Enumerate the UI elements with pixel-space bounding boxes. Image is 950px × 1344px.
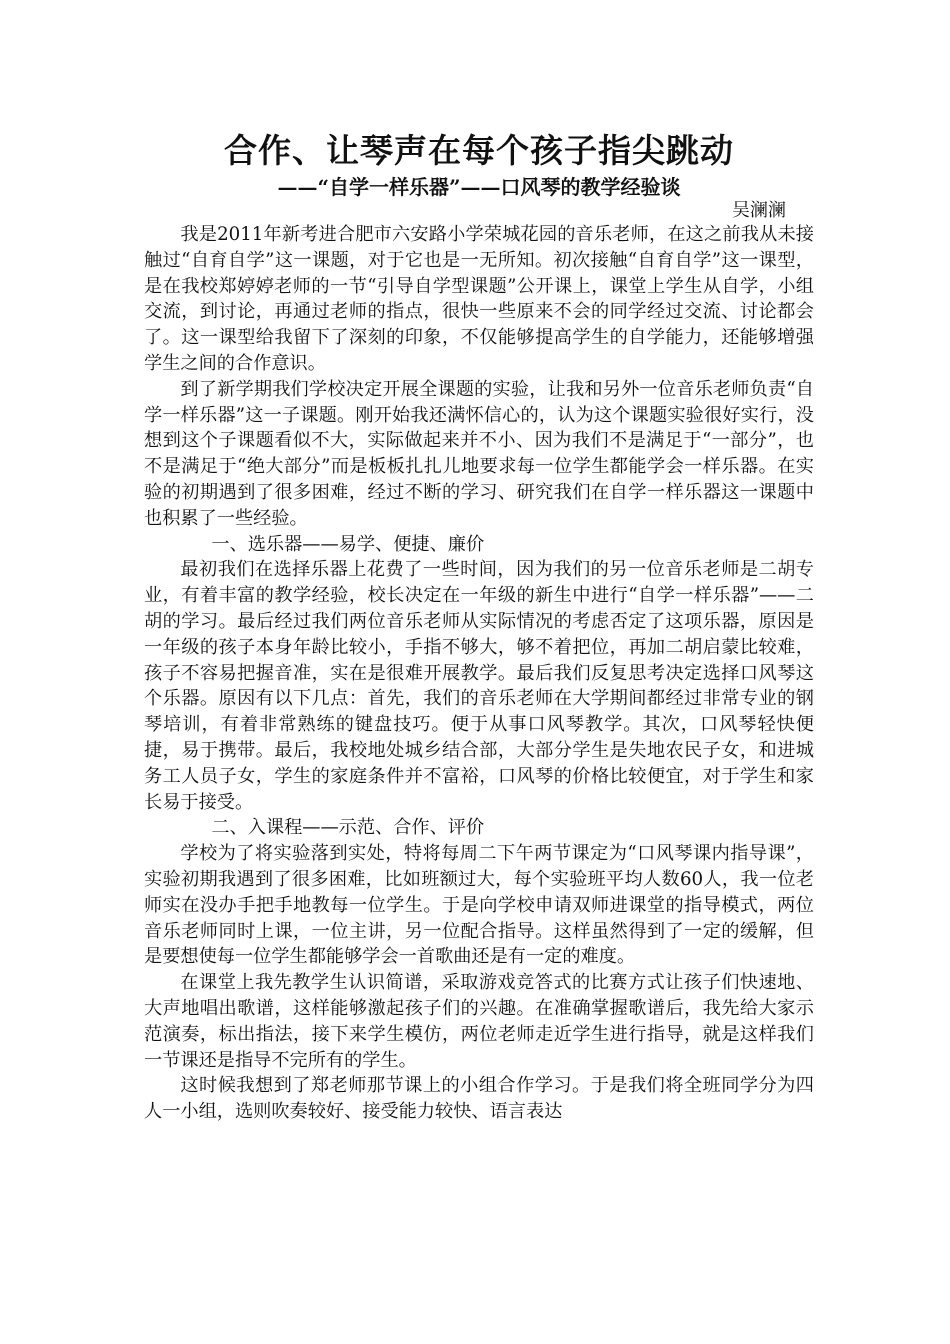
paragraph-implementation: 学校为了将实验落到实处，特将每周二下午两节课定为“口风琴课内指导课”，实验初期我遇到了很多困难，比如班额过大，每个实验班平均人数60人，我一位老师实在没办手把手地教每一位学生。于是向学校申请双师进课堂的指导模式，两位音乐老师同时上课，一位主讲，另一位配合指导。这样虽然得到了一定的缓解，但是要想使每一位学生都能够学会一首歌曲还是有一定的难度。 (144, 843, 814, 968)
document-title: 合作、让琴声在每个孩子指尖跳动 (224, 131, 734, 170)
section-heading-choose-instrument: 一、选乐器——易学、便捷、廉价 (211, 533, 485, 555)
document-page (144, 128, 814, 1125)
paragraph-new-semester: 到了新学期我们学校决定开展全课题的实验，让我和另外一位音乐老师负责“自学一样乐器”这一子课题。刚开始我还满怀信心的，认为这个课题实验很好实行，没想到这个子课题看似不大，实际做起来并不小、因为我们不是满足于“一部分”，也不是满足于“绝大部分”而是板板扎扎儿地要求每一位学生都能学会一样乐器。在实验的初期遇到了很多困难，经过不断的学习、研究我们在自学一样乐器这一课题中也积累了一些经验。 (144, 378, 814, 529)
paragraph-classroom-method: 在课堂上我先教学生认识简谱，采取游戏竞答式的比赛方式让孩子们快速地、大声地唱出歌谱，这样能够激起孩子们的兴趣。在准确掌握歌谱后，我先给大家示范演奏，标出指法，接下来学生模仿，两位老师走近学生进行指导，就是这样我们一节课还是指导不完所有的学生。 (144, 972, 814, 1071)
paragraph-group-cooperation: 这时候我想到了郑老师那节课上的小组合作学习。于是我们将全班同学分为四人一小组，选则吹奏较好、接受能力较快、语言表达 (144, 1075, 814, 1123)
document-subtitle: ——“自学一样乐器”——口风琴的教学经验谈 (277, 175, 681, 199)
paragraph-intro: 我是2011年新考进合肥市六安路小学荣城花园的音乐老师，在这之前我从未接触过“自育自学”这一课题，对于它也是一无所知。初次接触“自育自学”这一课型，是在我校郑婷婷老师的一节“引导自学型课题”公开课上，课堂上学生从自学，小组交流，到讨论，再通过老师的指点，很快一些原来不会的同学经过交流、讨论都会了。这一课型给我留下了深刻的印象，不仅能够提高学生的自学能力，还能够增强学生之间的合作意识。 (144, 224, 814, 374)
author-name: 吴澜澜 (732, 200, 786, 221)
section-heading-enter-curriculum: 二、入课程——示范、合作、评价 (211, 817, 485, 839)
paragraph-choose-instrument: 最初我们在选择乐器上花费了一些时间，因为我们的另一位音乐老师是二胡专业，有着丰富的教学经验，校长决定在一年级的新生中进行“自学一样乐器”——二胡的学习。最后经过我们两位音乐老师从实际情况的考虑否定了这项乐器，原因是一年级的孩子本身年龄比较小，手指不够大，够不着把位，再加二胡启蒙比较难，孩子不容易把握音准，实在是很难开展教学。最后我们反复思考决定选择口风琴这个乐器。原因有以下几点：首先，我们的音乐老师在大学期间都经过非常专业的钢琴培训，有着非常熟练的键盘技巧。便于从事口风琴教学。其次，口风琴轻快便捷，易于携带。最后，我校地处城乡结合部，大部分学生是失地农民子女，和进城务工人员子女，学生的家庭条件并不富裕，口风琴的价格比较便宜，对于学生和家长易于接受。 (144, 559, 814, 813)
